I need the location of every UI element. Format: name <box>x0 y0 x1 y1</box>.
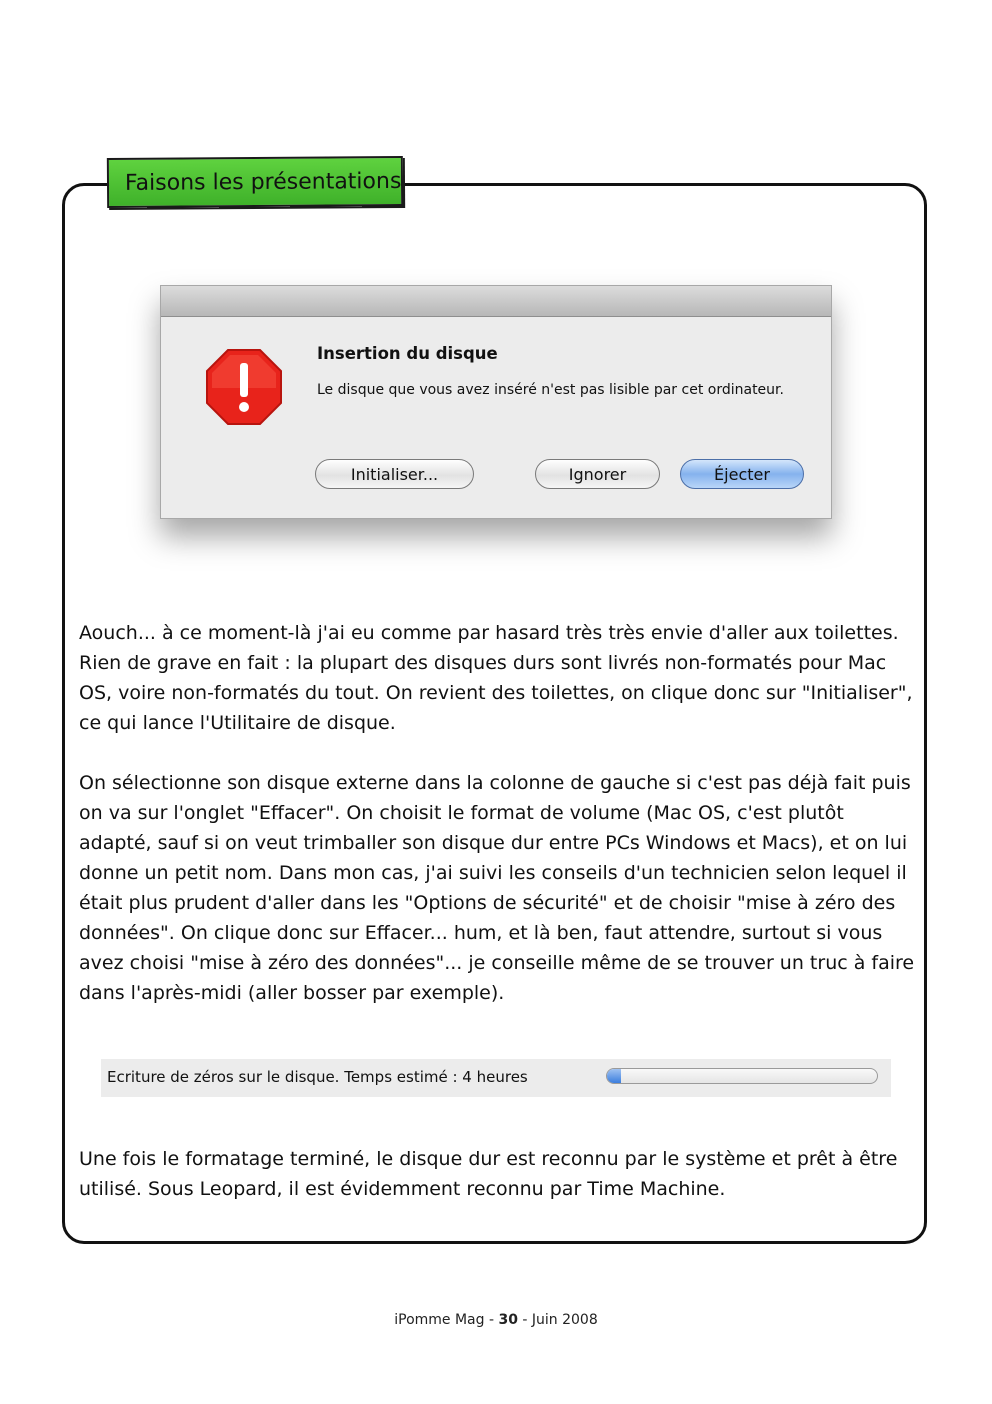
alert-dialog <box>160 285 832 519</box>
progress-fill <box>607 1069 621 1083</box>
progress-strip <box>101 1059 891 1097</box>
stop-alert-icon <box>205 348 283 426</box>
paragraph: Aouch... à ce moment-là j'ai eu comme par hasard très très envie d'aller aux toilettes. Rien de grave en fait : la plupart des disques durs sont livrés non-formatés pour Mac OS, voire non-formatés du tout. On revient des toilettes, on clique donc sur "Initialiser", ce qui lance l'Utilitaire de disque. <box>79 622 913 734</box>
progress-label: Ecriture de zéros sur le disque. Temps estimé : 4 heures <box>107 1068 528 1086</box>
dialog-message: Le disque que vous avez inséré n'est pas lisible par cet ordinateur. <box>317 382 784 398</box>
progress-bar <box>606 1068 878 1084</box>
dialog-titlebar <box>161 286 831 317</box>
ignore-button[interactable]: Ignorer <box>535 459 660 489</box>
initialize-button[interactable]: Initialiser... <box>315 459 474 489</box>
footer-prefix: iPomme Mag - <box>394 1312 499 1328</box>
page-footer <box>0 1312 992 1328</box>
paragraph: On sélectionne son disque externe dans la colonne de gauche si c'est pas déjà fait puis on va sur l'onglet "Effacer". On choisit le format de volume (Mac OS, c'est plutôt adapté, sauf si on veut trimballer son disque dur entre PCs Windows et Macs), et on lui donne un petit nom. Dans mon cas, j'ai suivi les conseils d'un technicien selon lequel il était plus prudent d'aller dans les "Options de sécurité" et de choisir "mise à zéro des données". On clique donc sur Effacer... hum, et là ben, faut attendre, surtout si vous avez choisi "mise à zéro des données"... je conseille même de se trouver un truc à faire dans l'après-midi (aller bosser par exemple). <box>79 772 915 1004</box>
paragraph: Une fois le formatage terminé, le disque dur est reconnu par le système et prêt à être utilisé. Sous Leopard, il est évidemment reconnu par Time Machine. <box>79 1148 898 1200</box>
eject-button[interactable]: Éjecter <box>680 459 804 489</box>
footer-suffix: - Juin 2008 <box>517 1312 598 1328</box>
section-tag: Faisons les présentations <box>107 156 403 208</box>
page-number: 30 <box>498 1312 518 1328</box>
dialog-title: Insertion du disque <box>317 344 498 363</box>
